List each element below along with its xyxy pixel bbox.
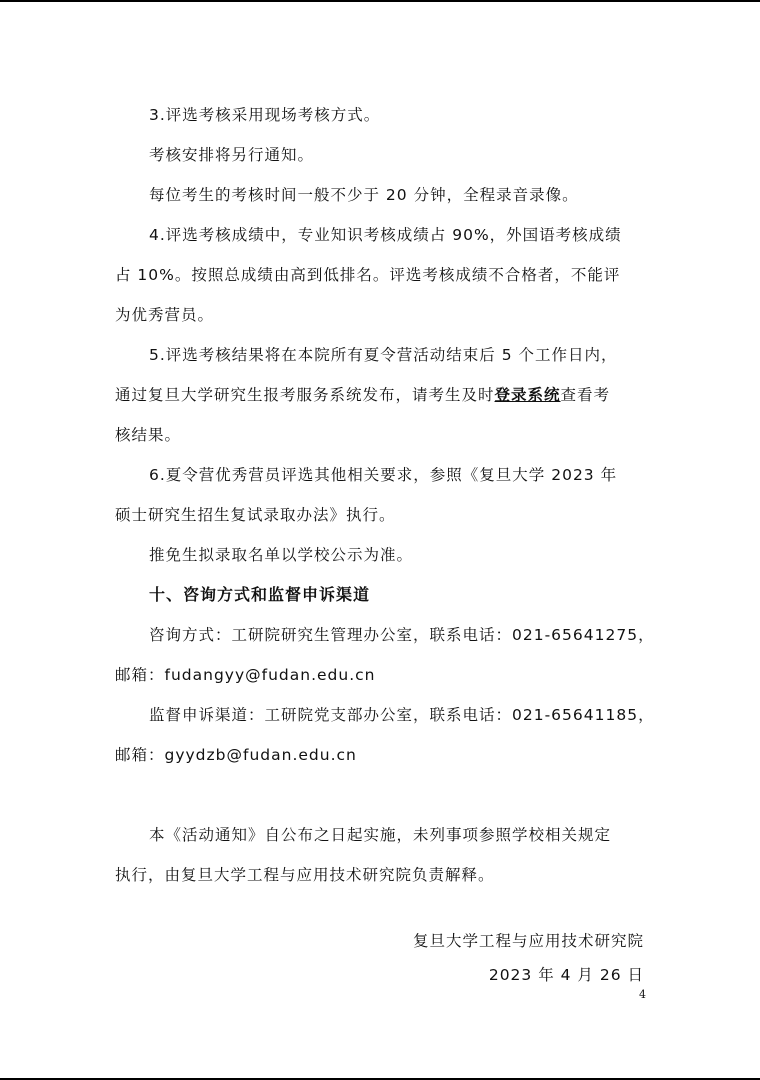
item-3-text: 3.评选考核采用现场考核方式。 — [149, 106, 381, 124]
arrangement-text: 考核安排将另行通知。 — [149, 146, 315, 164]
closing-line-1: 本《活动通知》自公布之日起实施，未列事项参照学校相关规定 — [149, 826, 612, 844]
item-4-line-2: 占 10%。按照总成绩由高到低排名。评选考核成绩不合格者，不能评 — [115, 266, 621, 284]
supervise-email: 邮箱：gyydzb@fudan.edu.cn — [115, 746, 357, 764]
closing-line-2: 执行，由复旦大学工程与应用技术研究院负责解释。 — [115, 866, 495, 884]
supervise-line-1: 监督申诉渠道：工研院党支部办公室，联系电话：021-65641185， — [149, 706, 655, 724]
section-10-heading: 十、咨询方式和监督申诉渠道 — [149, 585, 371, 604]
page-number: 4 — [639, 988, 646, 1001]
item-5-line-2-after: 查看考 — [560, 386, 611, 404]
exemption-text: 推免生拟录取名单以学校公示为准。 — [149, 546, 414, 564]
item-6-line-1: 6.夏令营优秀营员评选其他相关要求，参照《复旦大学 2023 年 — [149, 466, 618, 484]
signature-org: 复旦大学工程与应用技术研究院 — [412, 932, 644, 950]
item-5-line-2-before: 通过复旦大学研究生报考服务系统发布，请考生及时 — [115, 386, 495, 404]
duration-text: 每位考生的考核时间一般不少于 20 分钟，全程录音录像。 — [149, 186, 579, 204]
item-5-line-2 — [115, 383, 610, 407]
login-system-link[interactable]: 登录系统 — [494, 386, 561, 404]
item-6-line-2: 硕士研究生招生复试录取办法》执行。 — [115, 506, 396, 524]
consult-line-1: 咨询方式：工研院研究生管理办公室，联系电话：021-65641275， — [149, 626, 655, 644]
item-4-line-3: 为优秀营员。 — [115, 306, 215, 324]
item-5-line-1: 5.评选考核结果将在本院所有夏令营活动结束后 5 个工作日内， — [149, 346, 618, 364]
signature-date: 2023 年 4 月 26 日 — [488, 966, 644, 984]
consult-email: 邮箱：fudangyy@fudan.edu.cn — [115, 666, 376, 684]
item-5-line-3: 核结果。 — [115, 426, 182, 444]
item-4-line-1: 4.评选考核成绩中，专业知识考核成绩占 90%，外国语考核成绩 — [149, 226, 622, 244]
